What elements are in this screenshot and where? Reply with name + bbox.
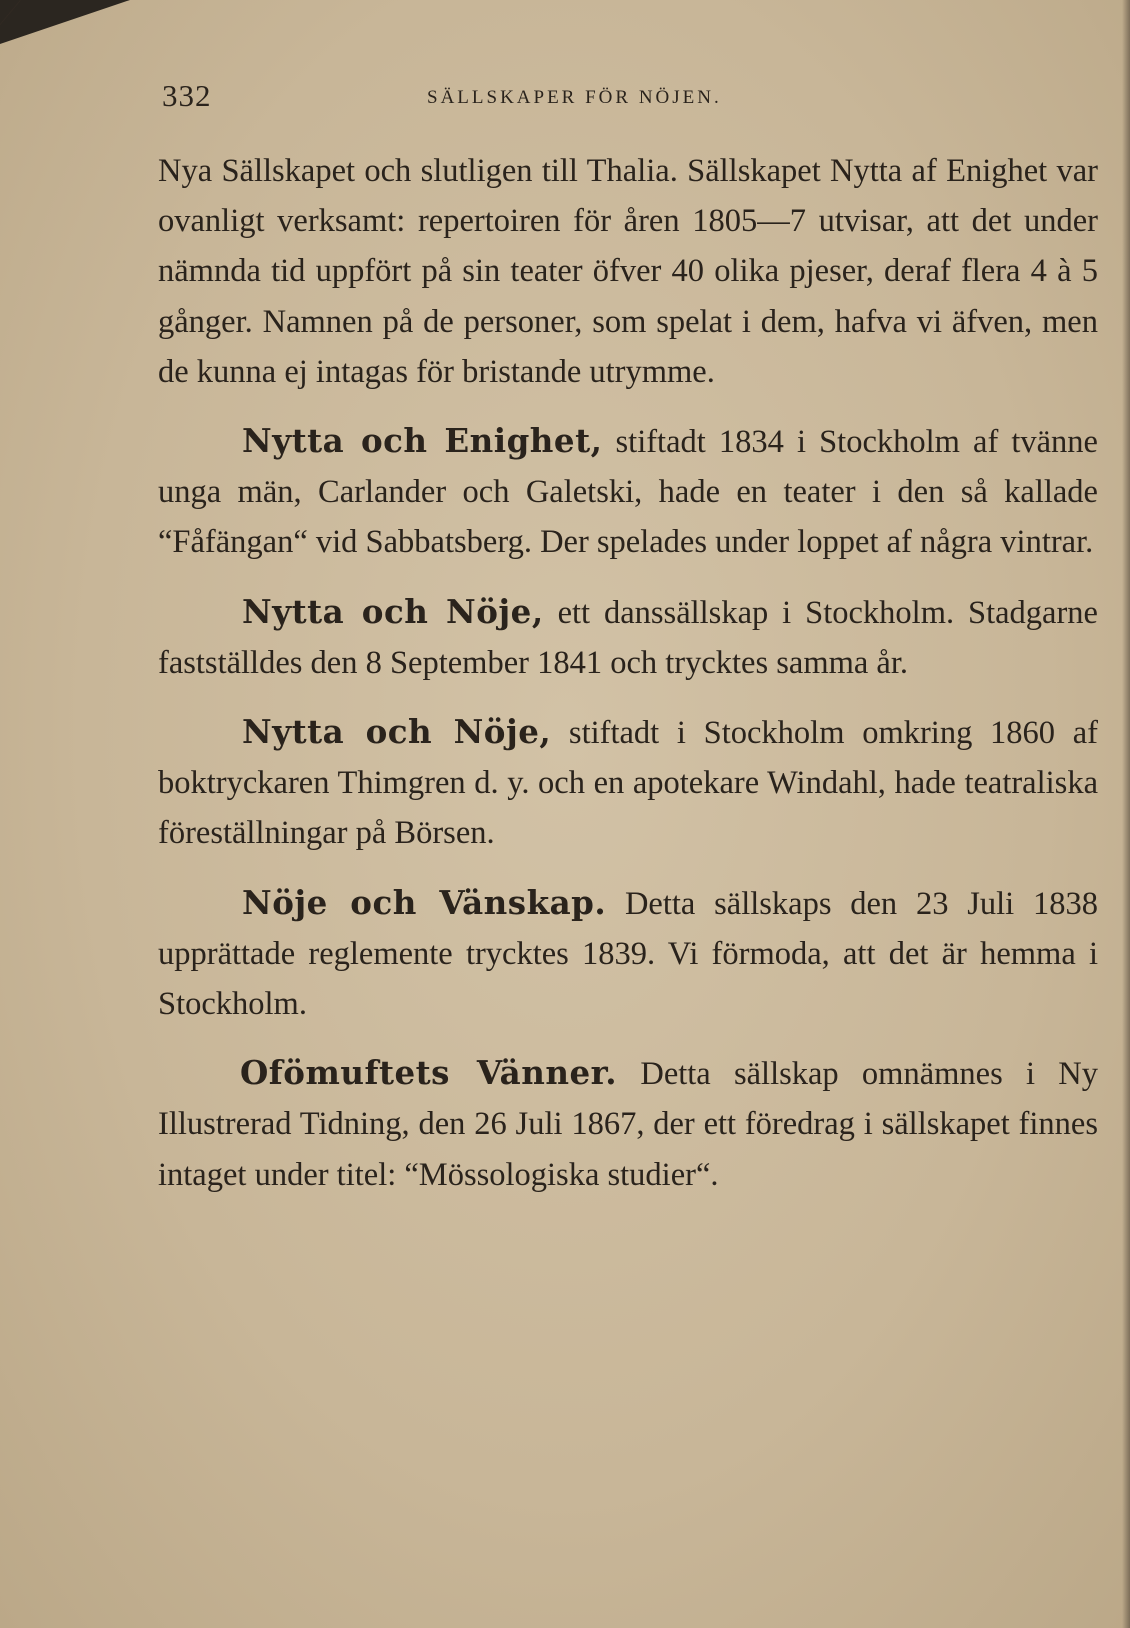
paragraph-text: Nya Sällskapet och slutligen till Thalia. Sällskapet Nytta af Enighet var ovanligt verksamt: repertoiren för åren 1805—7 utvisar, att det under nämnda tid uppfört på sin teater öfver 40 olika pjeser, deraf flera 4 à 5 gånger. Namnen på de personer, som spelat i dem, hafva vi äfven, men de kunna ej intagas för bristande utrymme. bbox=[158, 153, 1098, 390]
page-body bbox=[158, 146, 1098, 1219]
page-number: 332 bbox=[162, 78, 212, 113]
entry-text: ett danssällskap i Stockholm. Stadgarne fastställdes den 8 September 1841 och trycktes samma år. bbox=[158, 594, 1098, 681]
entry-nytta-och-enighet bbox=[158, 416, 1098, 568]
paragraph-continuation bbox=[158, 146, 1098, 397]
entry-term: Nytta och Nöje, bbox=[242, 712, 552, 752]
page-header bbox=[162, 78, 1102, 118]
entry-text: Detta sällskaps den 23 Juli 1838 upprättade reglemente trycktes 1839. Vi förmoda, att det är hemma i Stockholm. bbox=[158, 885, 1098, 1023]
running-head: SÄLLSKAPER FÖR NÖJEN. bbox=[427, 87, 722, 108]
entry-term: Ofömuftets Vänner. bbox=[240, 1053, 618, 1093]
page-corner-shadow bbox=[0, 0, 130, 44]
entry-term: Nytta och Enighet, bbox=[242, 421, 603, 461]
entry-nytta-och-noje-1860 bbox=[158, 707, 1098, 859]
entry-text: Detta sällskap omnämnes i Ny Illustrerad Tidning, den 26 Juli 1867, der ett föredrag i sällskapet finnes intaget under titel: “Mössologiska studier“. bbox=[158, 1056, 1098, 1193]
entry-term: Nytta och Nöje, bbox=[242, 591, 544, 631]
entry-nytta-och-noje-1841 bbox=[158, 587, 1098, 688]
entry-ofornuftets-vanner bbox=[158, 1048, 1098, 1200]
page-edge-shadow bbox=[1122, 0, 1130, 1628]
entry-term: Nöje och Vänskap. bbox=[242, 882, 607, 922]
entry-noje-och-vanskap bbox=[158, 878, 1098, 1030]
entry-text: stiftadt 1834 i Stockholm af tvänne unga män, Carlander och Galetski, hade en teater i den så kallade “Fåfängan“ vid Sabbatsberg. Der spelades under loppet af några vintrar. bbox=[158, 424, 1098, 561]
entry-text: stiftadt i Stockholm omkring 1860 af boktryckaren Thimgren d. y. och en apotekare Windahl, hade teatraliska föreställningar på Börsen. bbox=[158, 715, 1098, 852]
